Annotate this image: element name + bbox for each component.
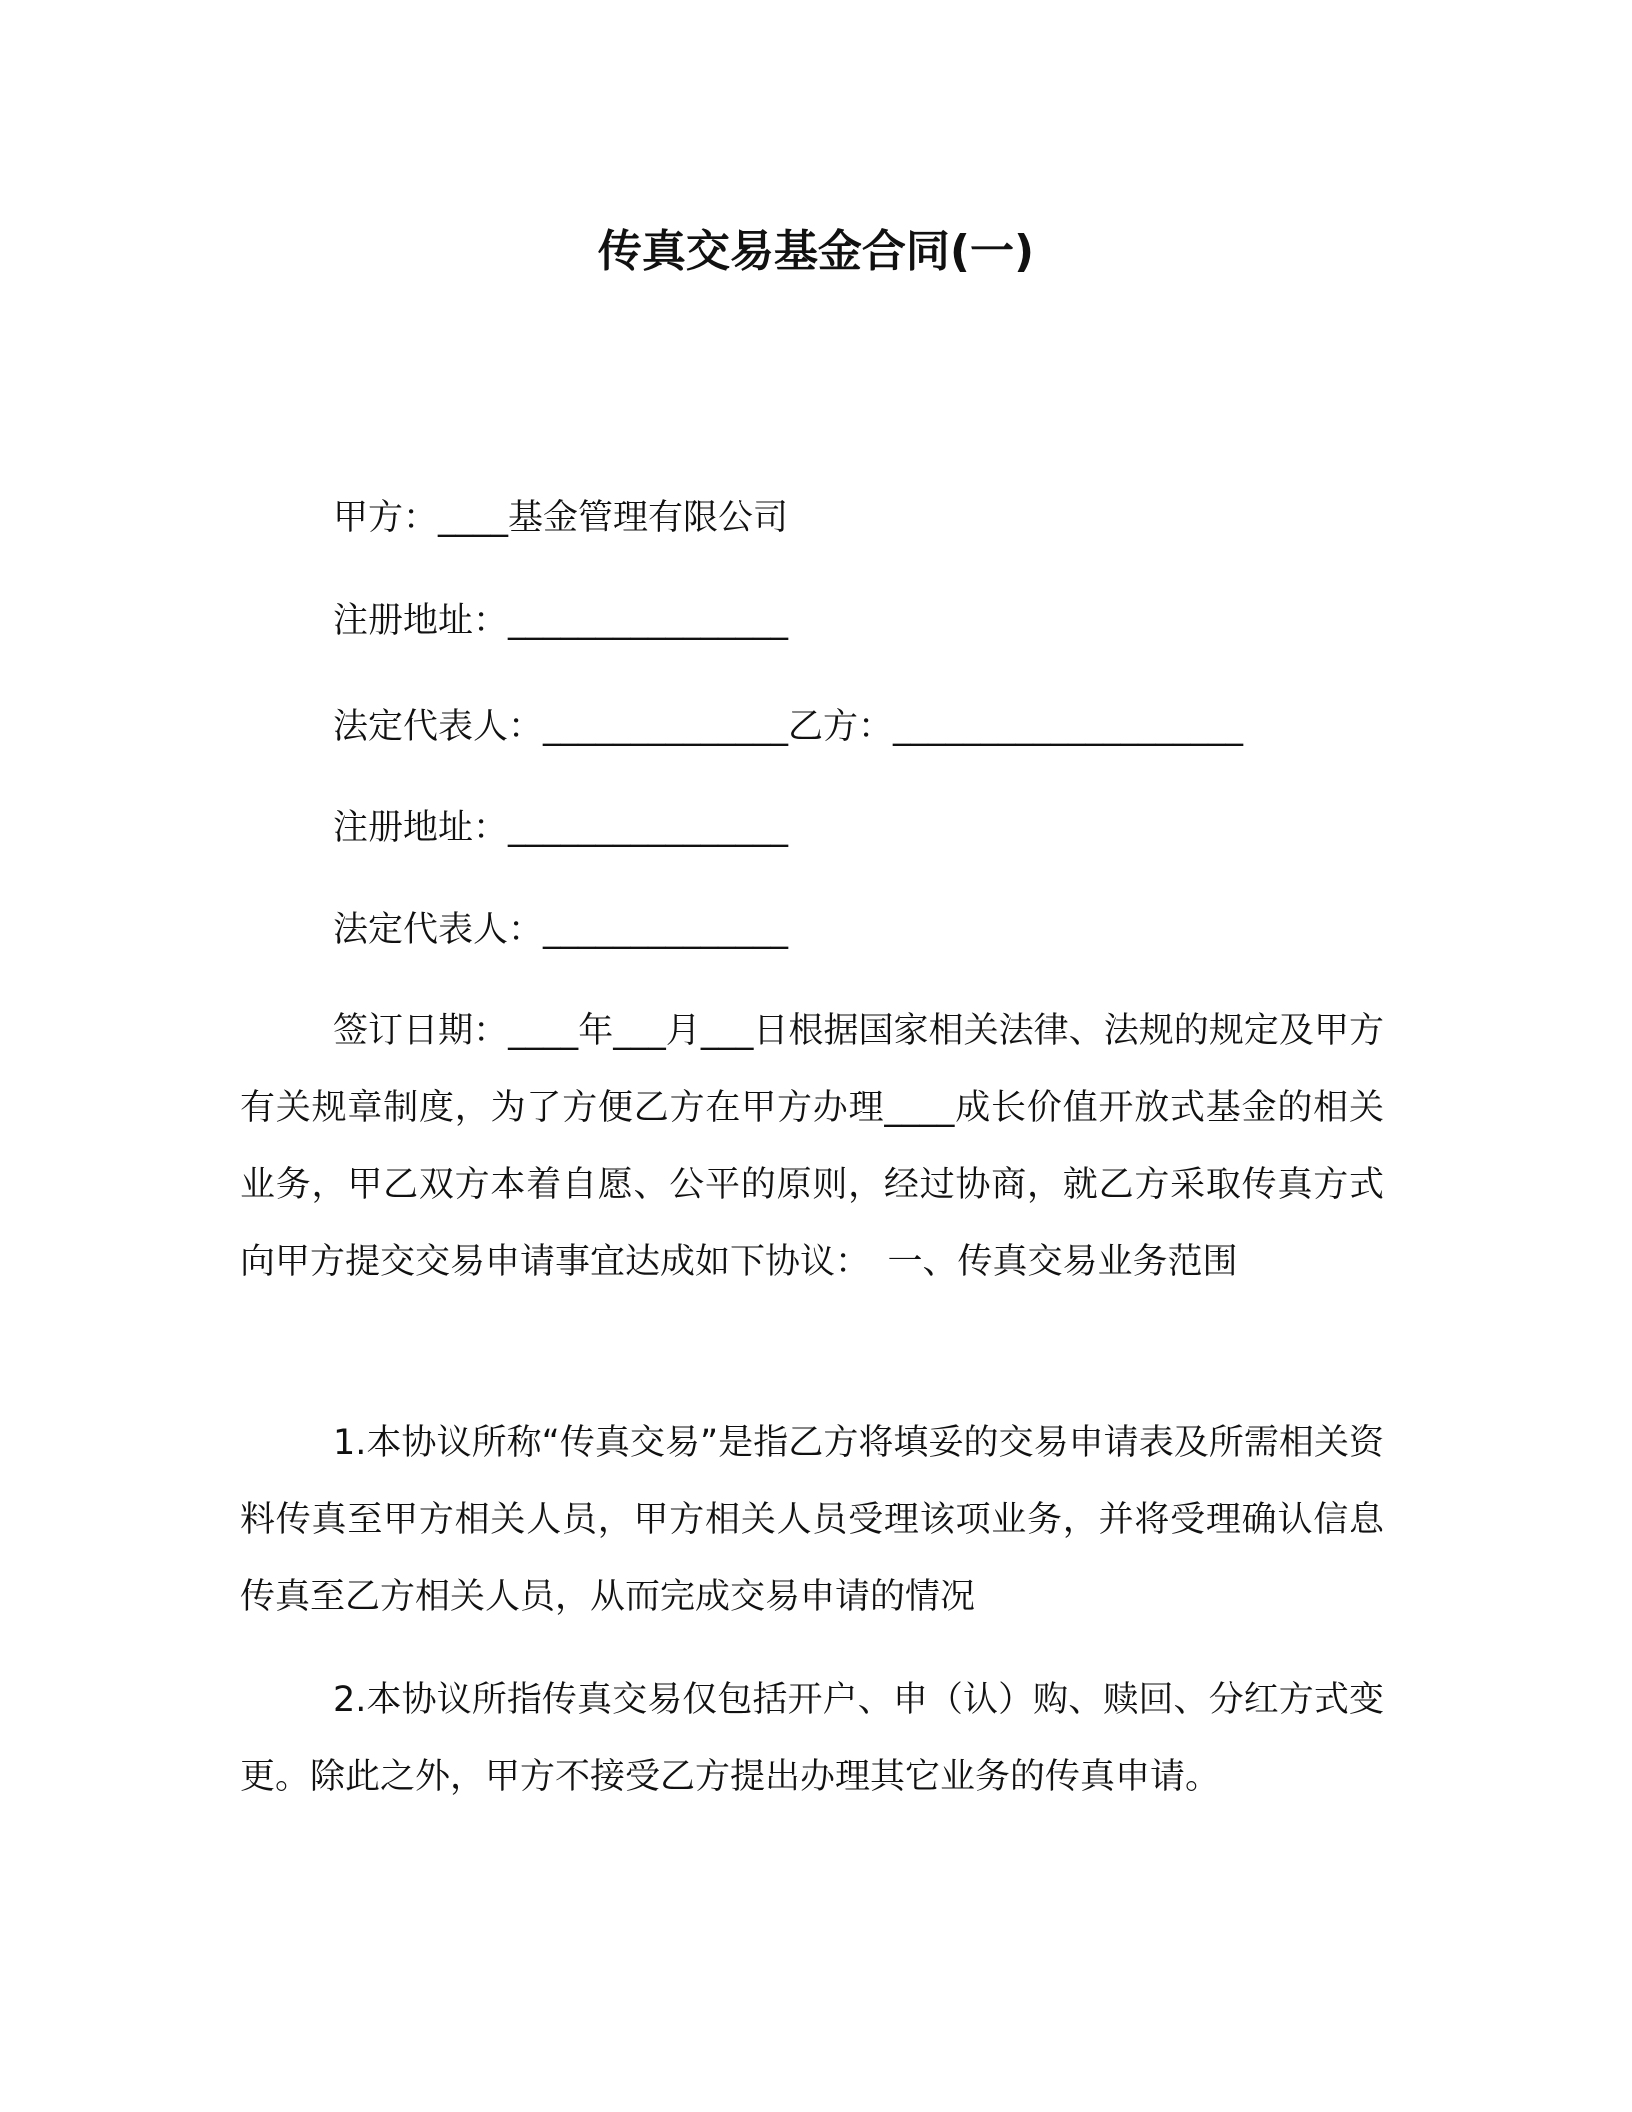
clause-2-paragraph: 2.本协议所指传真交易仅包括开户、申（认）购、赎回、分红方式变更。除此之外，甲方不接受乙方提出办理其它业务的传真申请。 [240, 1680, 1384, 1797]
document-title: 传真交易基金合同(一) [597, 226, 1035, 277]
clause-1-paragraph: 1.本协议所称“传真交易”是指乙方将填妥的交易申请表及所需相关资料传真至甲方相关人员，甲方相关人员受理该项业务，并将受理确认信息传真至乙方相关人员，从而完成交易申请的情况 [240, 1423, 1384, 1617]
agreement-intro-paragraph: 签订日期：____年___月___日根据国家相关法律、法规的规定及甲方有关规章制度，为了方便乙方在甲方办理____成长价值开放式基金的相关业务，甲乙双方本着自愿、公平的原则，经过协商，就乙方采取传真方式向甲方提交交易申请事宜达成如下协议： 一、传真交易业务范围 [240, 1011, 1384, 1282]
party-b-representative-line: 法定代表人：______________ [333, 910, 789, 950]
party-a-representative-and-party-b-line: 法定代表人：______________乙方：____________________ [333, 707, 1244, 747]
party-a-name-line: 甲方：____基金管理有限公司 [333, 498, 789, 538]
party-b-address-line: 注册地址：________________ [333, 808, 789, 848]
party-a-address-line: 注册地址：________________ [333, 601, 789, 641]
